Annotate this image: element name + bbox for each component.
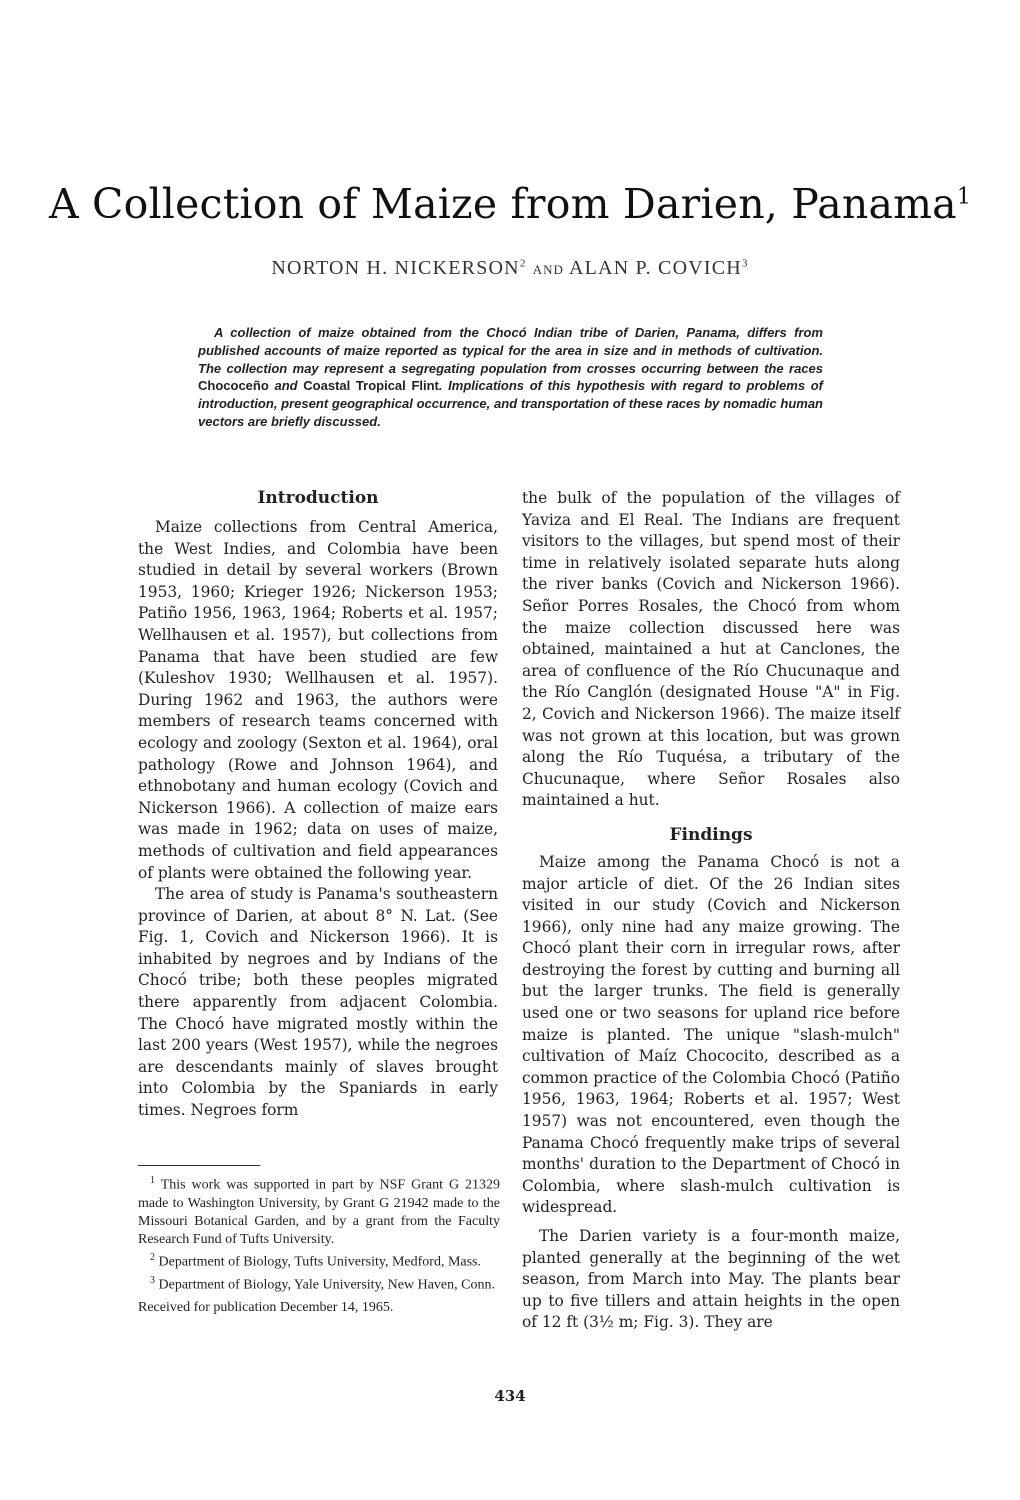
- findings-heading: Findings: [669, 824, 753, 845]
- article-title: [0, 180, 1020, 228]
- title-footnote-mark: 1: [956, 184, 972, 210]
- footnote-rule: [138, 1165, 260, 1166]
- right-column: [522, 488, 900, 1334]
- abstract: [198, 324, 823, 431]
- footnote-1-mark: 1: [150, 1175, 155, 1186]
- abstract-part-1: A collection of maize obtained from the Chocó Indian tribe of Darien, Panama, differs from published accounts of maize reported as typical for the area in size and in methods of cultivation. The collection may represent a segregating population from crosses occurring between the races: [198, 325, 823, 376]
- title-text: A Collection of Maize from Darien, Panama: [48, 180, 957, 228]
- author-2: ALAN P. COVICH: [569, 257, 742, 279]
- continued-paragraph: the bulk of the population of the villages of Yaviza and El Real. The Indians are frequent visitors to the villages, but spend most of their time in relatively isolated separate huts along the river banks (Covich and Nickerson 1966). Señor Porres Rosales, the Chocó from whom the maize collection discussed here was obtained, maintained a hut at Canclones, the area of confluence of the Río Chucunaque and the Río Canglón (designated House "A" in Fig. 2, Covich and Nickerson 1966). The maize itself was not grown at this location, but was grown along the Río Tuquésa, a tributary of the Chucunaque, where Señor Rosales also maintained a hut.: [522, 489, 900, 810]
- footnote-3-mark: 3: [150, 1275, 155, 1287]
- left-column: [138, 487, 498, 1122]
- introduction-paragraph-2: The area of study is Panama's southeastern province of Darien, at about 8° N. Lat. (See Fig. 1, Covich and Nickerson 1966). It is inhabited by negroes and by Indians of the Chocó tribe; both these peoples migrated there apparently from adjacent Colombia. The Chocó have migrated mostly within the last 200 years (West 1957), while the negroes are descendants mainly of slaves brought into Colombia by the Spaniards in early times. Negroes form: [138, 885, 498, 1120]
- author-1: NORTON H. NICKERSON: [271, 257, 520, 279]
- introduction-paragraph-1: Maize collections from Central America, the West Indies, and Colombia have been studied in detail by several workers (Brown 1953, 1960; Krieger 1926; Nickerson 1953; Patiño 1956, 1963, 1964; Roberts et al. 1957; Wellhausen et al. 1957), but collections from Panama that have been studied are few (Kuleshov 1930; Wellhausen et al. 1957). During 1962 and 1963, the authors were members of research teams concerned with ecology and zoology (Sexton et al. 1964), oral pathology (Rowe and Johnson 1964), and ethnobotany and human ecology (Covich and Nickerson 1966). A collection of maize ears was made in 1962; data on uses of maize, methods of cultivation and field appearances of plants were obtained the following year.: [138, 518, 498, 882]
- author-and: AND: [532, 262, 564, 277]
- introduction-heading: Introduction: [257, 488, 379, 508]
- footnote-2-mark: 2: [150, 1252, 155, 1264]
- footnote-3: [138, 1272, 500, 1295]
- received-date: Received for publication December 14, 1965.: [138, 1300, 394, 1316]
- footnote-1-text: This work was supported in part by NSF Grant G 21329 made to Washington University, by Grant G 21942 made to the Missouri Botanical Garden, and by a grant from the Faculty Research Fund of Tufts University.: [138, 1177, 500, 1248]
- abstract-race-2: Coastal Tropical Flint: [303, 378, 439, 394]
- footnote-1: [138, 1172, 500, 1249]
- footnote-2-text: Department of Biology, Tufts University, Medford, Mass.: [158, 1255, 481, 1271]
- author-line: [0, 257, 1020, 280]
- footnote-3-text: Department of Biology, Yale University, New Haven, Conn.: [158, 1277, 495, 1293]
- footnotes: [138, 1172, 500, 1317]
- abstract-and: and: [268, 378, 304, 394]
- author-1-mark: 2: [519, 257, 527, 270]
- footnote-2: [138, 1249, 500, 1272]
- page-number: 434: [494, 1387, 526, 1405]
- findings-paragraph-2: The Darien variety is a four-month maize, planted generally at the beginning of the wet season, from March into May. The plants bear up to five tillers and attain heights in the open of 12 ft (3½ m; Fig. 3). They are: [522, 1227, 900, 1332]
- author-2-mark: 3: [741, 257, 749, 270]
- abstract-race-1: Chococeño: [198, 378, 269, 394]
- abstract-part-2: . Implications of this hypothesis with regard to problems of introduction, present geographical occurrence, and transportation of these races by nomadic human vectors are briefly discussed.: [198, 378, 823, 429]
- findings-paragraph-1: Maize among the Panama Chocó is not a major article of diet. Of the 26 Indian sites visited in our study (Covich and Nickerson 1966), only nine had any maize growing. The Chocó plant their corn in irregular rows, after destroying the forest by cutting and burning all but the larger trunks. The field is generally used one or two seasons for upland rice before maize is planted. The unique "slash-mulch" cultivation of Maíz Chococito, described as a common practice of the Colombia Chocó (Patiño 1956, 1963, 1964; Roberts et al. 1957; West 1957) was not encountered, even though the Panama Chocó frequently make trips of several months' duration to the Department of Chocó in Colombia, where slash-mulch cultivation is widespread.: [522, 852, 900, 1217]
